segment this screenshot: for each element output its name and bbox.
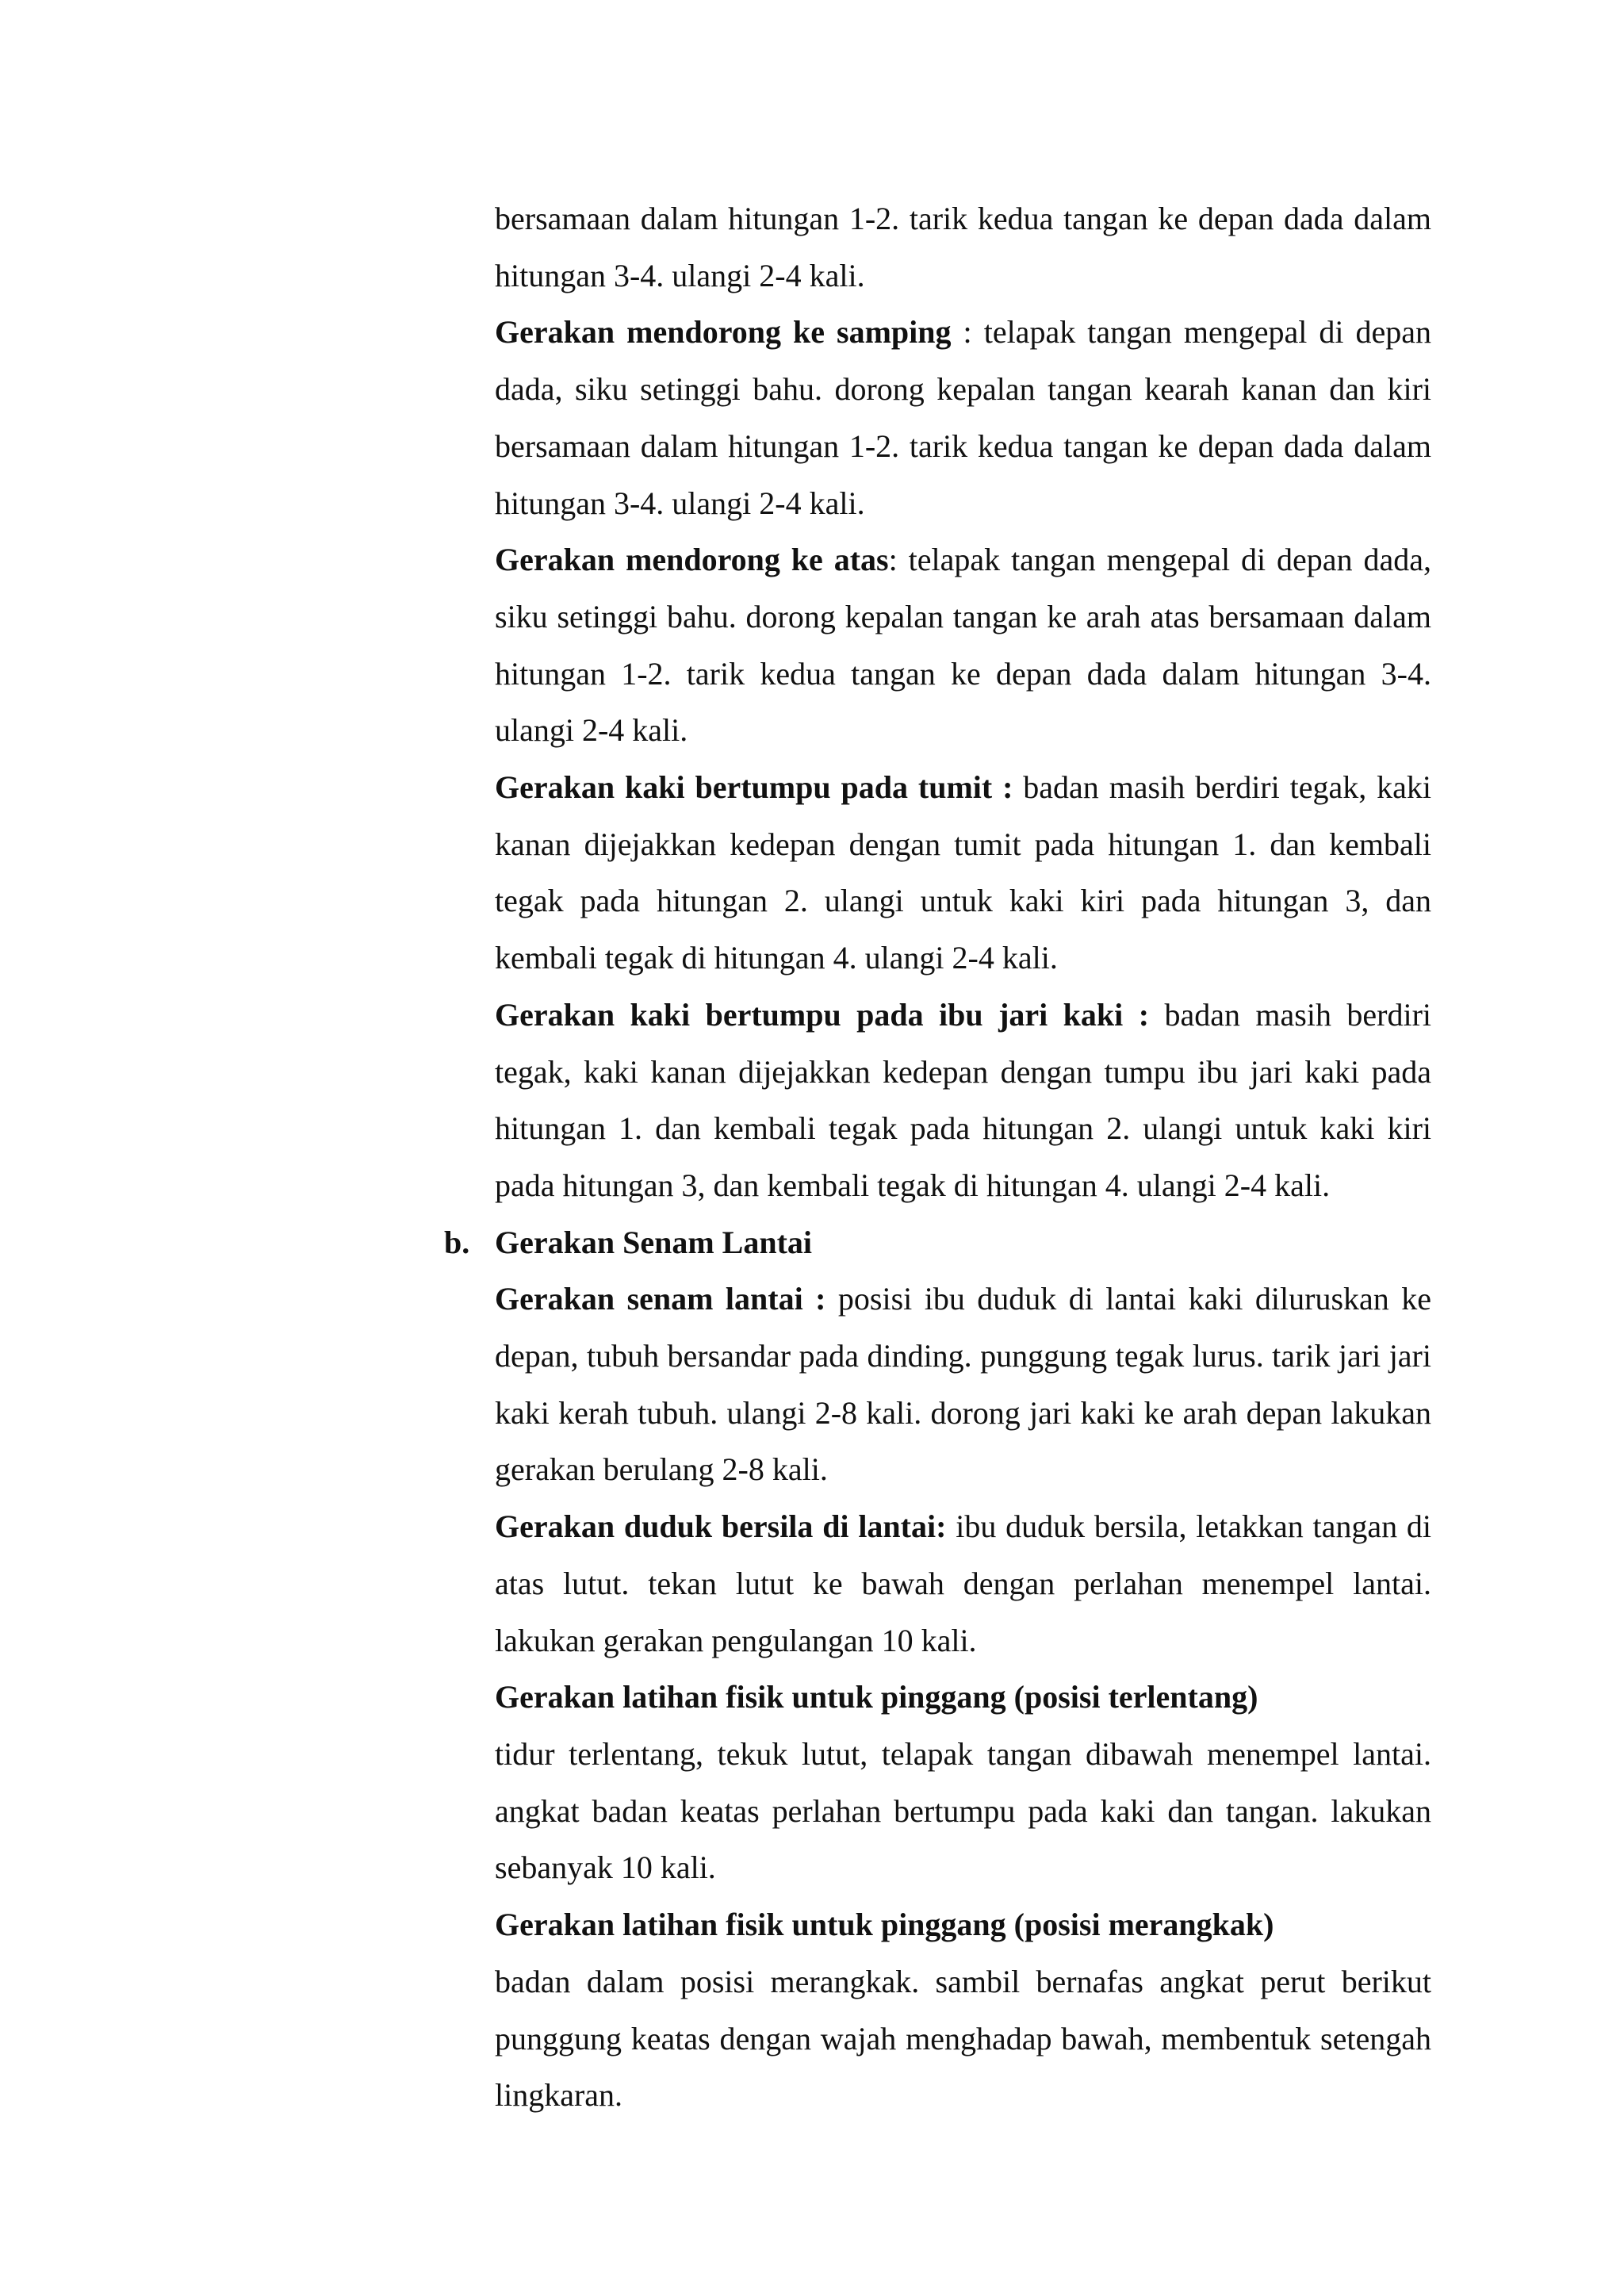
item-title: Gerakan senam lantai : xyxy=(495,1281,826,1317)
item-text: ibu duduk bersila, letakkan tangan di atas lutut. tekan lutut ke bawah dengan perlahan menempel lantai. lakukan gerakan pengulangan 10 kali. xyxy=(495,1508,1431,1658)
item-title: Gerakan mendorong ke samping xyxy=(495,314,952,351)
item-title: Gerakan mendorong ke atas xyxy=(495,542,889,578)
item-separator xyxy=(825,1281,837,1317)
item-separator: : xyxy=(951,314,984,351)
item-separator: : xyxy=(888,542,909,578)
item-text: posisi ibu duduk di lantai kaki diluruskan ke depan, tubuh bersandar pada dinding. punggung tegak lurus. tarik jari jari kaki kerah tubuh. ulangi 2-8 kali. dorong jari kaki ke arah depan lakukan gerakan berulang 2-8 kali. xyxy=(495,1281,1431,1488)
item-kaki-tumit xyxy=(495,759,1431,987)
subsection-terlentang-text: tidur terlentang, tekuk lutut, telapak tangan dibawah menempel lantai. angkat badan keatas perlahan bertumpu pada kaki dan tangan. lakukan sebanyak 10 kali. xyxy=(495,1735,1431,1886)
item-text: telapak tangan mengepal di depan dada, siku setinggi bahu. dorong kepalan tangan kearah kanan dan kiri bersamaan dalam hitungan 1-2. tarik kedua tangan ke depan dada dalam hitungan 3-4. ulangi 2-4 kali. xyxy=(495,314,1432,521)
continuation-paragraph: bersamaan dalam hitungan 1-2. tarik kedua tangan ke depan dada dalam hitungan 3-4. ulangi 2-4 kali. xyxy=(495,201,1431,293)
item-text: badan masih berdiri tegak, kaki kanan dijejakkan kedepan dengan tumpu ibu jari kaki pada hitungan 1. dan kembali tegak pada hitungan 2. ulangi untuk kaki kiri pada hitungan 3, dan kembali tegak di hitungan 4. ulangi 2-4 kali. xyxy=(495,996,1432,1203)
item-duduk-bersila xyxy=(495,1498,1431,1669)
item-title: Gerakan duduk bersila di lantai: xyxy=(495,1508,947,1545)
item-text: telapak tangan mengepal di depan dada, siku setinggi bahu. dorong kepalan tangan ke arah atas bersamaan dalam hitungan 1-2. tarik kedua tangan ke depan dada dalam hitungan 3-4. ulangi 2-4 kali. xyxy=(495,542,1431,749)
subsection-merangkak-title: Gerakan latihan fisik untuk pinggang (posisi merangkak) xyxy=(495,1907,1274,1943)
item-senam-lantai xyxy=(495,1271,1431,1498)
item-title: Gerakan kaki bertumpu pada ibu jari kaki : xyxy=(495,996,1150,1033)
section-b-title: Gerakan Senam Lantai xyxy=(495,1224,813,1260)
item-mendorong-samping xyxy=(495,304,1431,531)
section-b-heading xyxy=(444,1214,1431,1271)
subsection-terlentang-title: Gerakan latihan fisik untuk pinggang (posisi terlentang) xyxy=(495,1679,1258,1715)
item-text: badan masih berdiri tegak, kaki kanan dijejakkan kedepan dengan tumit pada hitungan 1. dan kembali tegak pada hitungan 2. ulangi untuk kaki kiri pada hitungan 3, dan kembali tegak di hitungan 4. ulangi 2-4 kali. xyxy=(495,769,1431,976)
subsection-merangkak-text: badan dalam posisi merangkak. sambil bernafas angkat perut berikut punggung keatas dengan wajah menghadap bawah, membentuk setengah lingkaran. xyxy=(495,1963,1431,2114)
item-kaki-ibu-jari xyxy=(495,987,1431,1214)
item-separator xyxy=(1013,769,1023,805)
item-separator xyxy=(1149,997,1164,1033)
item-title: Gerakan kaki bertumpu pada tumit : xyxy=(495,769,1013,806)
page-body xyxy=(444,190,1432,2124)
section-b-marker: b. xyxy=(444,1224,470,1260)
item-separator xyxy=(946,1508,956,1544)
item-mendorong-atas xyxy=(495,531,1431,759)
